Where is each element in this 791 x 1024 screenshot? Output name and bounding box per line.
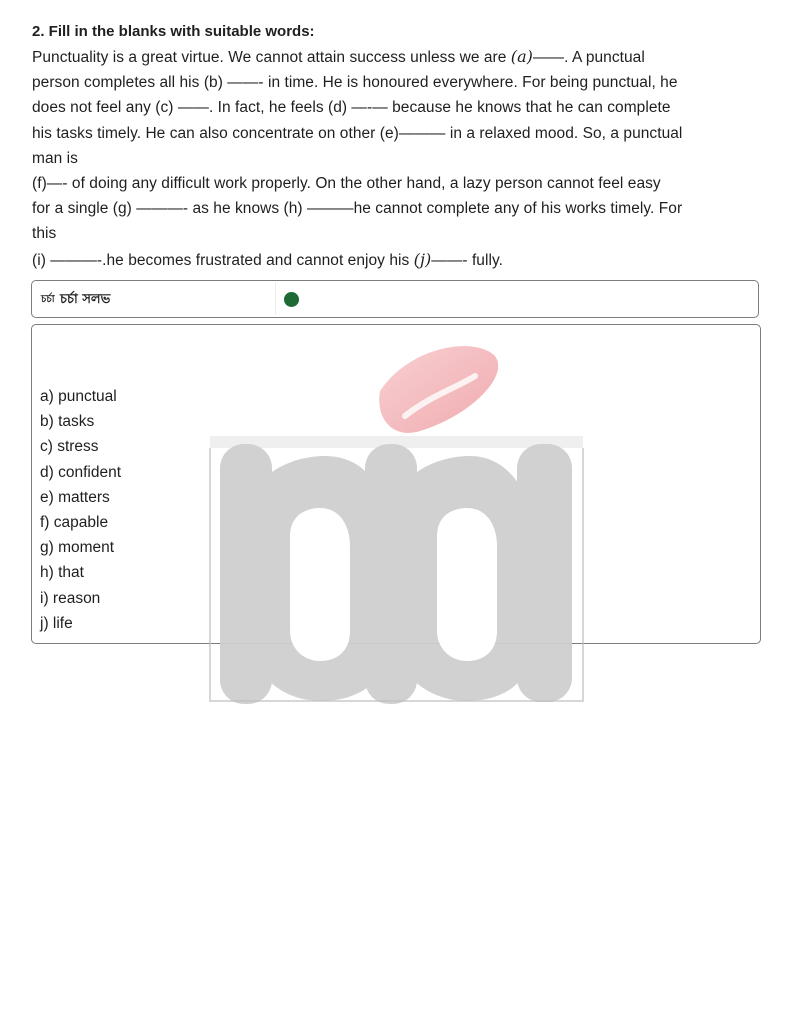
brand-logo-icon: চর্চা	[41, 294, 55, 305]
question-title: 2. Fill in the blanks with suitable words:	[32, 23, 315, 40]
answer-item: i) reason	[40, 589, 101, 607]
question-line	[32, 121, 767, 146]
question-line	[32, 146, 767, 171]
blank-marker: (j)	[413, 249, 432, 269]
solution-label: চর্চা সলভ	[60, 292, 111, 307]
answer-item: b) tasks	[40, 413, 95, 431]
answer-item: d) confident	[40, 463, 121, 481]
solution-header[interactable]	[31, 280, 759, 318]
question-text-segment: ——. A punctual	[532, 49, 645, 66]
question-block	[32, 20, 767, 273]
answer-item: a) punctual	[40, 388, 117, 405]
blank-marker: (a)	[510, 47, 533, 66]
question-text-segment: Punctuality is a great virtue. We cannot attain success unless we are	[32, 49, 511, 66]
question-text-segment: man is	[32, 149, 78, 167]
question-text-segment: (f)—- of doing any difficult work properly. On the other hand, a lazy person cannot feel easy	[32, 175, 661, 193]
question-text-segment: person completes all his (b) ——- in time. He is honoured everywhere. For being punctual, he	[32, 74, 678, 92]
question-text-segment: his tasks timely. He can also concentrate on other (e)——— in a relaxed mood. So, a punctual	[32, 124, 683, 142]
question-line	[32, 247, 767, 273]
answer-item: e) matters	[40, 488, 110, 506]
question-text-segment: does not feel any (c) ——. In fact, he feels (d) —-— because he knows that he can complete	[32, 99, 671, 117]
question-line	[32, 44, 767, 70]
answer-item: f) capable	[40, 514, 109, 532]
question-text-segment: for a single (g) ———- as he knows (h) ———he cannot complete any of his works timely. For	[32, 200, 683, 218]
header-divider	[275, 283, 276, 315]
question-text-segment: ——- fully.	[431, 251, 503, 269]
question-line	[32, 171, 767, 196]
answer-item: c) stress	[40, 438, 99, 456]
watermark-logo-icon	[205, 336, 590, 706]
question-line	[32, 221, 767, 246]
question-text-segment: (i) ———-.he becomes frustrated and cannot enjoy his	[32, 251, 414, 269]
answer-item: j) life	[40, 614, 73, 632]
question-text-segment: this	[32, 225, 57, 243]
question-line	[32, 95, 767, 120]
answer-item: h) that	[40, 564, 84, 582]
question-line	[32, 70, 767, 95]
question-line	[32, 196, 767, 221]
answer-list	[40, 384, 121, 636]
question-text	[32, 44, 767, 273]
answer-item: g) moment	[40, 539, 115, 557]
status-dot-icon	[284, 292, 299, 307]
